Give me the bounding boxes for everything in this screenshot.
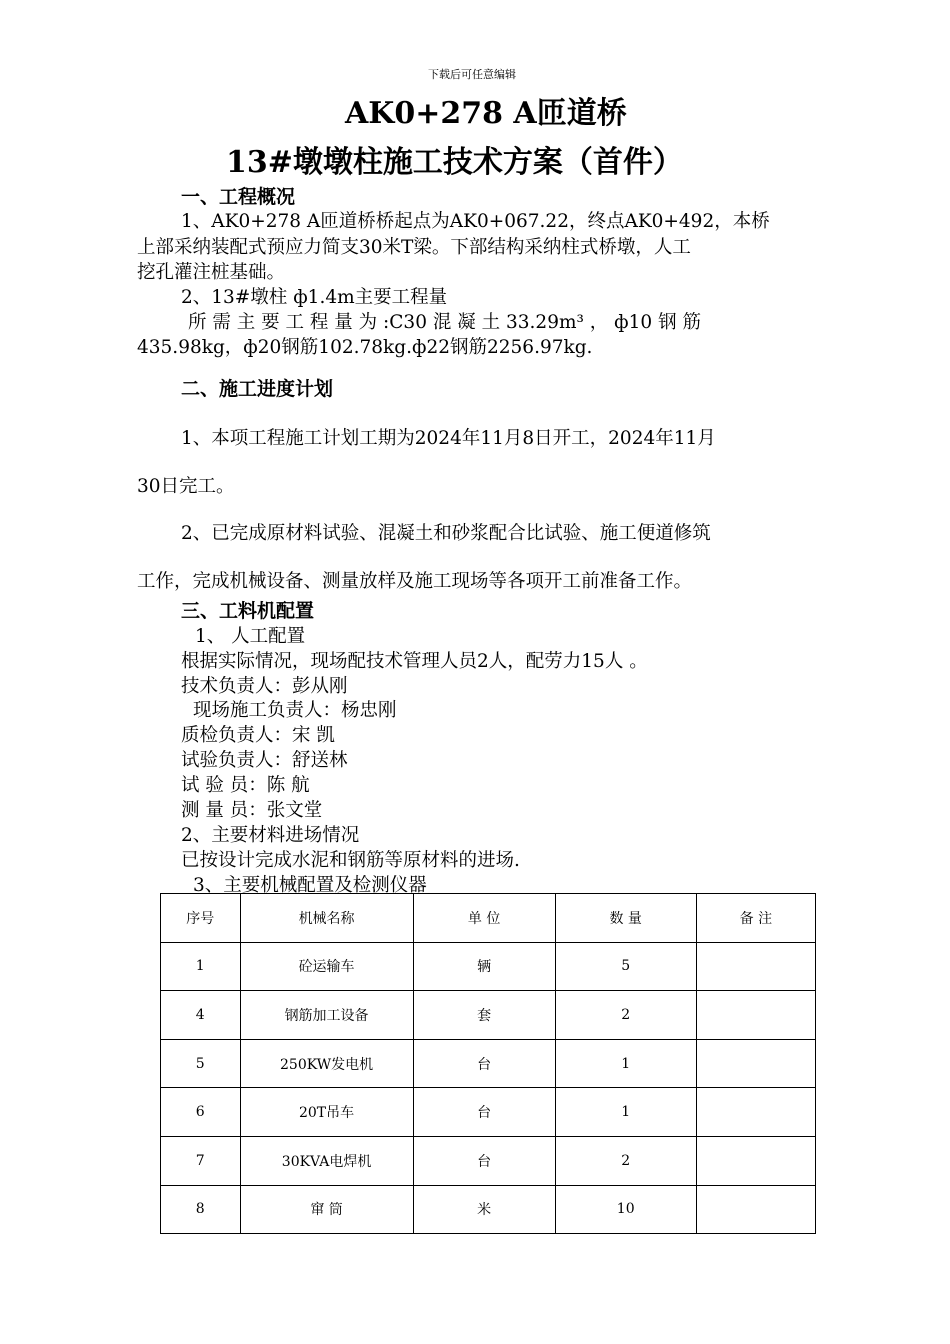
section3-sub3: 3、主要机械配置及检测仪器 — [193, 875, 427, 896]
table-cell: 1 — [555, 1088, 696, 1137]
section2-p2-line2: 工作，完成机械设备、测量放样及施工现场等各项开工前准备工作。 — [137, 571, 693, 592]
section2-heading: 二、施工进度计划 — [181, 378, 334, 400]
table-cell: 250KW发电机 — [240, 1039, 413, 1088]
table-row — [161, 1185, 816, 1234]
table-header-row — [161, 894, 816, 943]
table-row — [161, 942, 816, 991]
role-line: 测 量 员：张文堂 — [181, 800, 323, 821]
section2-p1-line2: 30日完工。 — [137, 476, 235, 497]
header-note: 下载后可任意编辑 — [428, 68, 516, 81]
table-cell: 30KVA电焊机 — [240, 1136, 413, 1185]
table-header-cell: 单 位 — [413, 894, 555, 943]
section3-materials-line: 已按设计完成水泥和钢筋等原材料的进场. — [181, 850, 520, 871]
page-title-line1: AK0+278 A匝道桥 — [345, 96, 627, 131]
table-cell: 20T吊车 — [240, 1088, 413, 1137]
table-cell: 10 — [555, 1185, 696, 1234]
section1-p2: 2、13#墩柱 ф1.4m主要工程量 — [181, 287, 448, 308]
section1-heading: 一、工程概况 — [181, 186, 296, 208]
table-cell: 1 — [555, 1039, 696, 1088]
table-cell: 台 — [413, 1088, 555, 1137]
table-cell: 6 — [161, 1088, 241, 1137]
table-cell: 套 — [413, 991, 555, 1040]
page-title-line2: 13#墩墩柱施工技术方案（首件） — [226, 145, 683, 180]
section1-p1-line1: 1、AK0+278 A匝道桥桥起点为AK0+067.22，终点AK0+492，本桥 — [181, 211, 770, 232]
table-cell — [696, 1136, 815, 1185]
section2-p2-line1: 2、已完成原材料试验、混凝土和砂浆配合比试验、施工便道修筑 — [181, 523, 711, 544]
role-line: 技术负责人：彭从刚 — [181, 676, 348, 697]
machinery-table — [160, 893, 816, 1234]
table-cell — [696, 1088, 815, 1137]
table-header-cell: 机械名称 — [240, 894, 413, 943]
role-line: 试 验 员：陈 航 — [181, 775, 310, 796]
table-row — [161, 1136, 816, 1185]
table-cell: 砼运输车 — [240, 942, 413, 991]
section1-p3-line1: 所 需 主 要 工 程 量 为 :C30 混 凝 土 33.29m³ ， ф10 钢 筋 — [188, 312, 701, 333]
section3-heading: 三、工料机配置 — [181, 600, 315, 622]
table-cell: 7 — [161, 1136, 241, 1185]
table-cell: 台 — [413, 1136, 555, 1185]
table-cell: 5 — [555, 942, 696, 991]
role-line: 试验负责人：舒送林 — [181, 750, 348, 771]
section1-p1-line2: 上部采纳装配式预应力简支30米T梁。下部结构采纳柱式桥墩，人工 — [137, 237, 691, 258]
table-cell — [696, 942, 815, 991]
role-line: 现场施工负责人：杨忠刚 — [193, 700, 397, 721]
section1-p3-line2: 435.98kg，ф20钢筋102.78kg.ф22钢筋2256.97kg. — [137, 337, 593, 358]
table-row — [161, 1039, 816, 1088]
table-header-cell: 数 量 — [555, 894, 696, 943]
section3-staff-line: 根据实际情况，现场配技术管理人员2人，配劳力15人 。 — [181, 651, 648, 672]
section3-sub1: 1、 人工配置 — [195, 626, 306, 647]
table-row — [161, 1088, 816, 1137]
table-header-cell: 备 注 — [696, 894, 815, 943]
table-cell: 1 — [161, 942, 241, 991]
table-cell: 4 — [161, 991, 241, 1040]
table-cell — [696, 1039, 815, 1088]
table-cell: 窜 筒 — [240, 1185, 413, 1234]
section3-sub2: 2、主要材料进场情况 — [181, 825, 360, 846]
table-cell: 钢筋加工设备 — [240, 991, 413, 1040]
table-cell: 米 — [413, 1185, 555, 1234]
table-cell: 2 — [555, 991, 696, 1040]
table-cell: 8 — [161, 1185, 241, 1234]
table-cell: 2 — [555, 1136, 696, 1185]
table-header-cell: 序号 — [161, 894, 241, 943]
section1-p1-line3: 挖孔灌注桩基础。 — [137, 262, 286, 283]
table-cell — [696, 991, 815, 1040]
table-cell: 5 — [161, 1039, 241, 1088]
table-cell: 台 — [413, 1039, 555, 1088]
table-cell: 辆 — [413, 942, 555, 991]
section2-p1-line1: 1、本项工程施工计划工期为2024年11月8日开工，2024年11月 — [181, 428, 716, 449]
table-row — [161, 991, 816, 1040]
role-line: 质检负责人：宋 凯 — [181, 725, 335, 746]
table-cell — [696, 1185, 815, 1234]
